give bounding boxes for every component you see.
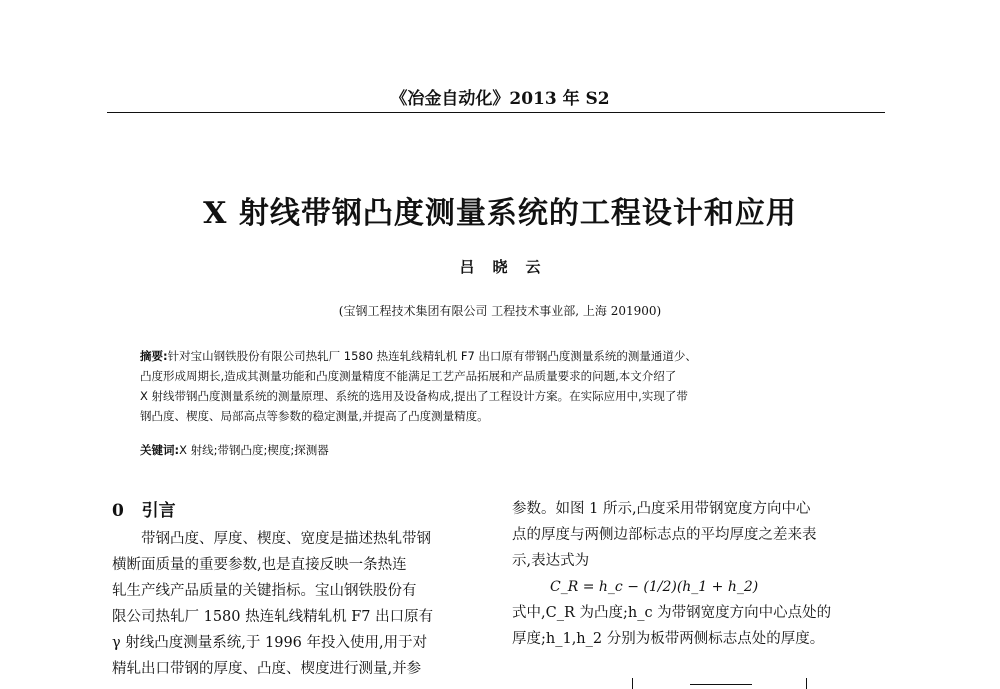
left-column [112,526,487,682]
author: 吕晓云 [459,258,559,276]
section-heading [112,496,176,521]
keywords-label: 关键词: [140,443,180,457]
abstract-text: 针对宝山钢铁股份有限公司热轧厂 1580 热连轧线精轧机 F7 出口原有带钢凸度测量系统的测量通道少、 [167,349,697,363]
header-rule [107,112,885,113]
body-line: 点的厚度与两侧边部标志点的平均厚度之差来表 [512,527,817,543]
affiliation: (宝钢工程技术集团有限公司 工程技术事业部, 上海 201900) [338,304,662,318]
body-line: 轧生产线产品质量的关键指标。宝山钢铁股份有 [112,583,417,599]
journal-header: 《冶金自动化》2013 年 S2 [390,89,610,109]
paper-title: X 射线带钢凸度测量系统的工程设计和应用 [203,196,797,231]
section-title: 引言 [141,501,176,521]
figure-edge-right [806,678,807,689]
body-line: 示,表达式为 [512,553,590,569]
keywords-text: X 射线;带钢凸度;楔度;探测器 [179,443,329,457]
abstract-label: 摘要: [140,349,168,363]
body-line: 精轧出口带钢的厚度、凸度、楔度进行测量,并参 [112,661,422,677]
body-line: 参数。如图 1 所示,凸度采用带钢宽度方向中心 [512,501,811,517]
body-line: 带钢凸度、厚度、楔度、宽度是描述热轧带钢 [141,531,431,547]
abstract [140,346,860,426]
right-column [512,496,892,652]
body-line: γ 射线凸度测量系统,于 1996 年投入使用,用于对 [112,635,428,651]
body-line: 厚度;h_1,h_2 分别为板带两侧标志点处的厚度。 [512,631,825,647]
body-line: 限公司热轧厂 1580 热连轧线精轧机 F7 出口原有 [112,609,434,625]
section-number: 0 [112,501,124,521]
body-line: 横断面质量的重要参数,也是直接反映一条热连 [112,557,407,573]
figure-strip [690,684,752,685]
abstract-line: 钢凸度、楔度、局部高点等参数的稳定测量,并提高了凸度测量精度。 [140,409,489,423]
keywords [140,442,860,458]
crown-formula: C_R = h_c − (1/2)(h_1 + h_2) [550,579,759,595]
figure-edge-left [632,678,633,689]
abstract-line: 凸度形成周期长,造成其测量功能和凸度测量精度不能满足工艺产品拓展和产品质量要求的问题,本文介绍了 [140,369,677,383]
abstract-line [140,346,860,366]
abstract-line: X 射线带钢凸度测量系统的测量原理、系统的选用及设备构成,提出了工程设计方案。在实际应用中,实现了带 [140,389,688,403]
body-line: 式中,C_R 为凸度;h_c 为带钢宽度方向中心点处的 [512,605,832,621]
